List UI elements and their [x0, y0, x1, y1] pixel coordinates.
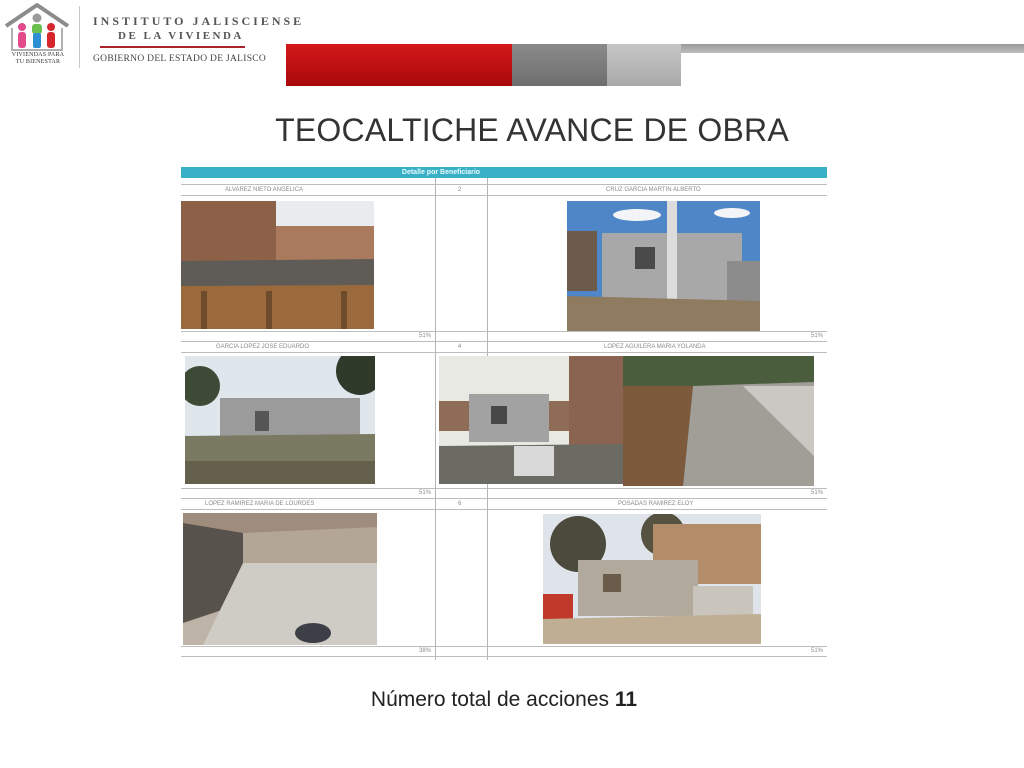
row-number: 2 — [458, 187, 462, 193]
logo-caption-line2: TU BIENESTAR — [15, 59, 61, 65]
header-bar-light-gray — [607, 44, 681, 86]
table-row — [181, 184, 827, 196]
right-progress-percent: 51% — [811, 333, 824, 339]
left-progress-percent: 51% — [419, 490, 432, 496]
construction-photo — [439, 356, 625, 484]
column-divider-left — [435, 178, 436, 660]
construction-photo — [183, 513, 377, 645]
total-actions-text — [0, 688, 1008, 712]
header-bar-dark-gray — [512, 44, 607, 86]
logo-divider — [79, 6, 80, 68]
total-actions-count: 11 — [614, 688, 638, 711]
header-bar-line — [681, 44, 1024, 53]
construction-photo — [567, 201, 760, 331]
construction-photo — [623, 356, 814, 486]
right-beneficiary-name: CRUZ GARCIA MARTIN ALBERTO — [606, 187, 701, 193]
right-progress-percent: 51% — [811, 648, 824, 654]
row-number: 6 — [458, 501, 462, 507]
left-progress-percent: 38% — [419, 648, 432, 654]
report-header-label: Detalle por Beneficiario — [401, 169, 481, 176]
logo-caption — [6, 52, 70, 66]
institute-name-line1: INSTITUTO JALISCIENSE — [93, 14, 305, 28]
right-beneficiary-name: POSADAS RAMIREZ ELOY — [618, 501, 694, 507]
construction-photo — [185, 356, 375, 484]
table-row — [181, 498, 827, 510]
government-name: GOBIERNO DEL ESTADO DE JALISCO — [93, 54, 267, 64]
institute-name-line2: DE LA VIVIENDA — [118, 30, 244, 42]
left-beneficiary-name: ALVAREZ NIETO ANGELICA — [225, 187, 304, 193]
total-actions-label: Número total de acciones — [370, 688, 610, 711]
progress-row — [181, 646, 827, 657]
row-number: 4 — [458, 344, 462, 350]
left-beneficiary-name: LOPEZ RAMIREZ MARIA DE LOURDES — [205, 501, 315, 507]
beneficiary-report — [181, 167, 827, 660]
report-header — [181, 167, 827, 178]
construction-photo — [543, 514, 761, 644]
table-row — [181, 341, 827, 353]
construction-photo — [181, 201, 374, 329]
institute-rule — [100, 46, 245, 48]
logo-caption-line1: VIVIENDAS PARA — [11, 52, 65, 58]
left-beneficiary-name: GARCIA LOPEZ JOSE EDUARDO — [216, 344, 310, 350]
page-title: TEOCALTICHE AVANCE DE OBRA — [275, 112, 789, 148]
right-progress-percent: 51% — [811, 490, 824, 496]
left-progress-percent: 51% — [419, 333, 432, 339]
right-beneficiary-name: LOPEZ AGUILERA MARIA YOLANDA — [604, 344, 706, 350]
header-bar-red — [286, 44, 512, 86]
